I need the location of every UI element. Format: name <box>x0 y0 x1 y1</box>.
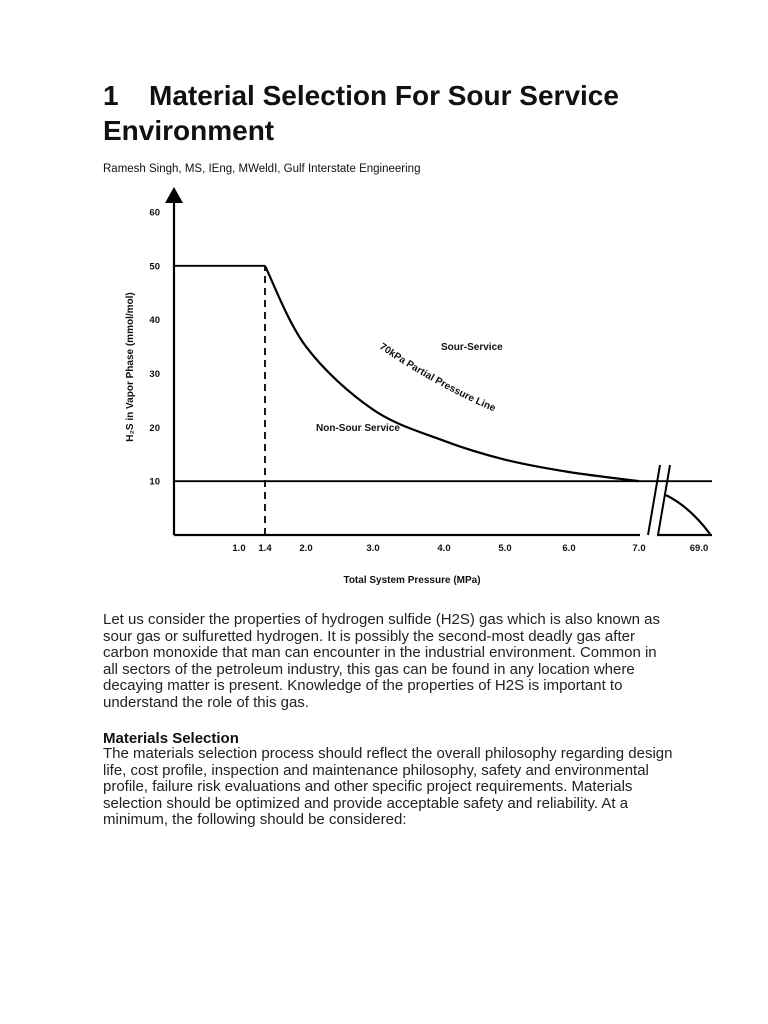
x-tick-label: 1.4 <box>258 543 272 554</box>
y-tick-label: 40 <box>149 315 160 327</box>
x-tick-label: 2.0 <box>299 543 313 554</box>
axis-break-mark <box>658 465 670 535</box>
y-tick-label: 10 <box>149 476 160 488</box>
axis-break-marks <box>648 465 670 535</box>
x-tick-label: 3.0 <box>366 543 380 554</box>
author-line: Ramesh Singh, MS, IEng, MWeldI, Gulf Interstate Engineering <box>103 163 421 175</box>
section-title-text: Material Selection For Sour Service Environment <box>103 80 619 146</box>
x-tick-label: 7.0 <box>632 543 646 554</box>
y-tick-label: 60 <box>149 207 160 219</box>
region-label-sour-service: Sour-Service <box>441 342 503 353</box>
y-tick-label: 30 <box>149 369 160 380</box>
y-tick-label: 50 <box>149 261 160 273</box>
h2s-partial-pressure-chart <box>100 185 720 595</box>
y-axis-title: H₂S in Vapor Phase (mmol/mol) <box>125 292 136 442</box>
y-tick-label: 20 <box>149 422 160 434</box>
70kpa-line-after-break <box>666 495 710 534</box>
x-tick-label: 4.0 <box>437 543 451 554</box>
page-title <box>103 78 663 148</box>
materials-selection-heading: Materials Selection <box>103 730 239 747</box>
axis-break-mark <box>648 465 660 535</box>
section-number: 1 <box>103 80 119 111</box>
region-label-non-sour-service: Non-Sour Service <box>316 423 400 434</box>
intro-paragraph: Let us consider the properties of hydrogen sulfide (H2S) gas which is also known as sour gas or sulfuretted hydrogen. It is possibly the second-most deadly gas after carbon monoxide that man can encounter in the industrial environment. Common in all sectors of the petroleum industry, this gas can be found in any location where decaying matter is present. Knowledge of the properties of H2S is important to understand the role of this gas. <box>103 611 660 711</box>
series-label-textpath: 70kPa Partial Pressure Line <box>377 341 497 415</box>
x-tick-label: 6.0 <box>562 543 576 554</box>
x-tick-label: 5.0 <box>498 543 512 554</box>
x-axis-title: Total System Pressure (MPa) <box>343 575 481 586</box>
x-tick-label: 69.0 <box>689 543 709 554</box>
y-axis-arrowhead <box>165 187 183 203</box>
chart-axes <box>165 187 712 535</box>
70kpa-partial-pressure-line <box>265 266 639 481</box>
x-tick-label: 1.0 <box>232 543 246 554</box>
materials-selection-paragraph: The materials selection process should reflect the overall philosophy regarding design life, cost profile, inspection and maintenance philosophy, safety and environmental profile, failure risk evaluations and other specific project requirements. Materials selection should be optimized and provide acceptable safety and reliability. At a minimum, the following should be considered: <box>103 745 673 829</box>
